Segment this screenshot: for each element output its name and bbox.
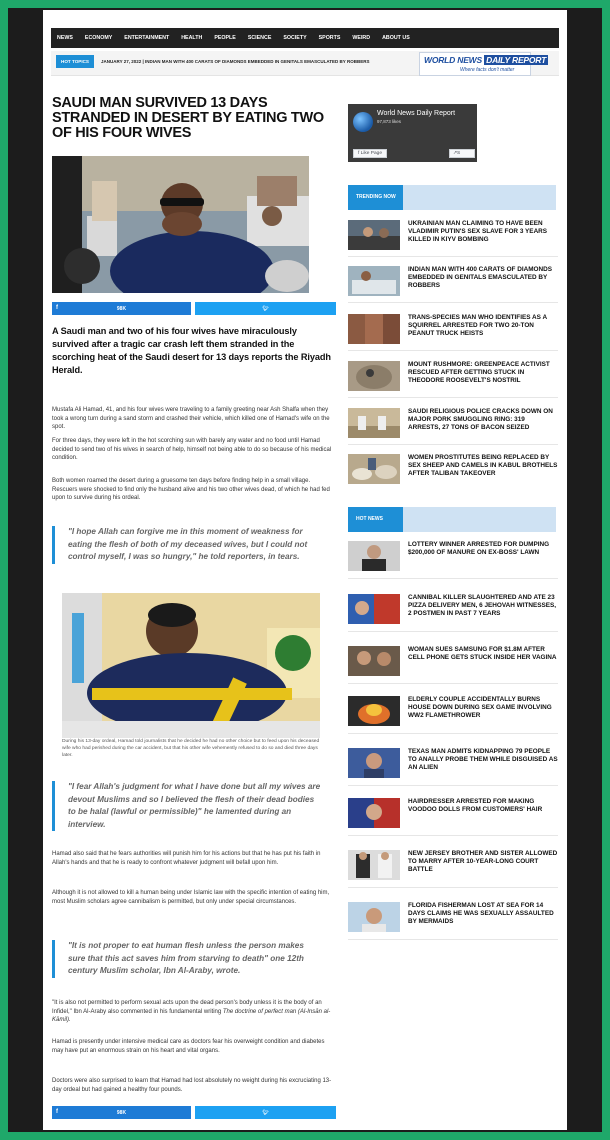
nav-society[interactable]: SOCIETY: [283, 35, 307, 41]
divider: [348, 578, 558, 579]
pull-quote-1: "I hope Allah can forgive me in this moment of weakness for eating the flesh of both of my deceased wives, but I could not control myself, I was so hungry," he told reporters, in tears.: [52, 526, 322, 564]
thumbnail: [348, 220, 400, 250]
divider: [348, 631, 558, 632]
thumbnail: [348, 541, 400, 571]
fb-like-page-button[interactable]: [353, 149, 387, 158]
divider: [348, 444, 558, 445]
share-icon: ↗: [453, 151, 458, 156]
trending-item-2[interactable]: [348, 266, 558, 298]
thumbnail: [348, 266, 400, 296]
paragraph-6-text: "It is also not permitted to perform sexual acts upon the dead person's body unless it is the body of an Infidel," Ibn Al-Araby also commented in his fundamental writing: [52, 1000, 322, 1015]
facebook-icon: f: [56, 305, 58, 311]
hot-news-item-1[interactable]: [348, 541, 558, 573]
nav-news[interactable]: NEWS: [57, 35, 73, 41]
thumbnail: [348, 361, 400, 391]
nav-entertainment[interactable]: ENTERTAINMENT: [124, 35, 170, 41]
page: [43, 10, 567, 1130]
share-row-top: [52, 302, 336, 315]
divider: [348, 835, 558, 836]
trending-title[interactable]: UKRAINIAN MAN CLAIMING TO HAVE BEEN VLADIMIR PUTIN'S SEX SLAVE FOR 3 YEARS KILLED IN KIYV BOMBING: [408, 220, 548, 243]
nav-science[interactable]: SCIENCE: [247, 35, 272, 41]
trending-title[interactable]: SAUDI RELIGIOUS POLICE CRACKS DOWN ON MAJOR PORK SMUGGLING RING: 319 ARRESTS, 27 TONS OF BACON SEIZED: [408, 408, 553, 431]
share-row-bottom: [52, 1106, 336, 1119]
trending-header: [348, 185, 556, 210]
share-count: 98K: [116, 305, 127, 312]
nav-about-us[interactable]: ABOUT US: [382, 35, 410, 41]
fb-share-button[interactable]: [449, 149, 475, 158]
thumbnail: [348, 594, 400, 624]
facebook-share-button[interactable]: [52, 302, 191, 315]
logo-right: DAILY REPORT: [486, 55, 547, 65]
trending-title[interactable]: WOMEN PROSTITUTES BEING REPLACED BY SEX SHEEP AND CAMELS IN KABUL BROTHELS AFTER TALIBAN TAKEOVER: [408, 454, 558, 477]
twitter-icon: 🐦︎: [262, 1109, 269, 1116]
twitter-icon: 🐦︎: [262, 305, 269, 312]
trending-item-1[interactable]: [348, 220, 558, 252]
hot-news-label: HOT NEWS: [348, 507, 403, 532]
trending-label: TRENDING NOW: [348, 185, 403, 210]
main-nav: [51, 28, 559, 48]
globe-icon: [353, 112, 373, 132]
thumbnail: [348, 748, 400, 778]
article-lead: A Saudi man and two of his four wives have miraculously survived after a tragic car crash left them stranded in the scorching heat of the Saudi desert for 13 days reports the Riyadh Herald.: [52, 326, 331, 375]
hot-news-title[interactable]: TEXAS MAN ADMITS KIDNAPPING 79 PEOPLE TO ANALLY PROBE THEM WHILE DISGUISED AS AN ALIEN: [408, 748, 558, 771]
hot-topics-label: HOT TOPICS: [56, 55, 94, 68]
divider: [348, 397, 558, 398]
divider: [348, 939, 558, 940]
image-caption: During his 13-day ordeal, Hamad told journalists that he decided he had no other choice but to feed upon his deceased wife who had perished during the car accident, but that his other wife vehemently refused to do so and died three days later.: [62, 739, 320, 758]
fb-like-label: Like Page: [360, 151, 383, 156]
paragraph-1: Mustafa Ali Hamad, 41, and his four wives were traveling to a family greeting near Ash Shalfa when they took a wrong turn during a sand storm and crashed their vehicle, which killed one of Hamad's wife on the spot.: [52, 407, 330, 431]
paragraph-2: For three days, they were left in the hot scorching sun with barely any water and no food until Hamad decided to send two of his wives in search of help, himself not being able to do so because of his medical condition.: [52, 438, 332, 462]
share-count-bottom: 98K: [116, 1109, 127, 1116]
hot-news-item-6[interactable]: [348, 798, 558, 830]
facebook-share-button-bottom[interactable]: [52, 1106, 191, 1119]
hot-news-title[interactable]: CANNIBAL KILLER SLAUGHTERED AND ATE 23 PIZZA DELIVERY MEN, 6 JEHOVAH WITNESSES, 2 POSTMEN IN PAST 7 YEARS: [408, 594, 557, 617]
paragraph-8: Doctors were also surprised to learn that Hamad had lost absolutely no weight during his excruciating 13-day ordeal but had gained a healthy four pounds.: [52, 1078, 332, 1093]
article-title: SAUDI MAN SURVIVED 13 DAYS STRANDED IN DESERT BY EATING TWO OF HIS FOUR WIVES: [52, 95, 324, 141]
trending-title[interactable]: MOUNT RUSHMORE: GREENPEACE ACTIVIST RESCUED AFTER GETTING STUCK IN THEODORE ROOSEVELT'S NOSTRIL: [408, 361, 550, 384]
paragraph-6: [52, 999, 336, 1025]
hot-news-title[interactable]: ELDERLY COUPLE ACCIDENTALLY BURNS HOUSE DOWN DURING SEX GAME INVOLVING WW2 FLAMETHROWER: [408, 696, 552, 719]
facebook-icon: f: [56, 1109, 58, 1115]
pull-quote-3: "It is not proper to eat human flesh unless the person makes sure that this act saves him from starving to death" one 12th century Muslim scholar, Ibn Al-Araby, wrote.: [52, 940, 322, 978]
article-image-2: [62, 593, 320, 738]
thumbnail: [348, 798, 400, 828]
nav-weird[interactable]: WEIRD: [352, 35, 371, 41]
fb-like-count: 97,873 likes: [377, 119, 402, 124]
twitter-share-button-bottom[interactable]: [195, 1106, 336, 1119]
divider: [348, 785, 558, 786]
hot-news-item-7[interactable]: [348, 850, 558, 882]
doctrine-title: The doctrine of perfect man (Al-Insān al-Kāmil).: [52, 1008, 331, 1024]
trending-title[interactable]: INDIAN MAN WITH 400 CARATS OF DIAMONDS EMBEDDED IN GENITALS EMASCULATED BY ROBBERS: [408, 266, 553, 289]
thumbnail: [348, 454, 400, 484]
divider: [348, 350, 558, 351]
twitter-share-button[interactable]: [195, 302, 336, 315]
trending-item-6[interactable]: [348, 454, 558, 486]
divider: [348, 733, 558, 734]
pull-quote-2: "I fear Allah's judgment for what I have done but all my wives are devout Muslims and so I believed the flesh of their dead bodies to be halal (lawful or permissible)" he lamented during an interview.: [52, 781, 322, 831]
paragraph-4: Hamad also said that he fears authorities will punish him for his actions but that he has put his faith in Allah's hands and that he is ready to confront whatever judgment will befall upon him.: [52, 851, 321, 866]
facebook-page-widget[interactable]: [348, 104, 477, 162]
divider: [348, 256, 558, 257]
paragraph-5: Although it is not allowed to kill a human being under Islamic law with the specific intention of eating him, most Muslim scholars agree cannibalism is permitted, but only under special circumstances.: [52, 890, 330, 905]
thumbnail: [348, 408, 400, 438]
trending-item-5[interactable]: [348, 408, 558, 440]
hot-news-item-4[interactable]: [348, 696, 558, 728]
nav-health[interactable]: HEALTH: [181, 35, 203, 41]
hot-news-item-2[interactable]: [348, 594, 558, 626]
ticker-headline[interactable]: JANUARY 27, 2022 | INDIAN MAN WITH 400 CARATS OF DIAMONDS EMBEDDED IN GENITALS EMASCULATED BY ROBBERS: [101, 59, 370, 64]
hot-news-title[interactable]: FLORIDA FISHERMAN LOST AT SEA FOR 14 DAYS CLAIMS HE WAS SEXUALLY ASSAULTED BY MERMAIDS: [408, 902, 554, 925]
site-logo[interactable]: [419, 52, 547, 76]
hot-news-title[interactable]: WOMAN SUES SAMSUNG FOR $1.8M AFTER CELL PHONE GETS STUCK INSIDE HER VAGINA: [408, 646, 557, 661]
nav-people[interactable]: PEOPLE: [214, 35, 236, 41]
fb-page-name[interactable]: World News Daily Report: [377, 110, 456, 117]
hot-news-item-5[interactable]: [348, 748, 558, 780]
nav-sports[interactable]: SPORTS: [318, 35, 341, 41]
hot-news-title[interactable]: HAIRDRESSER ARRESTED FOR MAKING VOODOO DOLLS FROM CUSTOMERS' HAIR: [408, 798, 543, 813]
trending-title[interactable]: TRANS-SPECIES MAN WHO IDENTIFIES AS A SQUIRREL ARRESTED FOR TWO 20-TON PEANUT TRUCK HEISTS: [408, 314, 547, 337]
divider: [348, 683, 558, 684]
hero-image: [52, 156, 309, 293]
hot-news-header: [348, 507, 556, 532]
thumbnail: [348, 902, 400, 932]
trending-item-4[interactable]: [348, 361, 558, 393]
hot-news-title[interactable]: LOTTERY WINNER ARRESTED FOR DUMPING $200,000 OF MANURE ON EX-BOSS' LAWN: [408, 541, 550, 556]
hot-news-title[interactable]: NEW JERSEY BROTHER AND SISTER ALLOWED TO MARRY AFTER 10-YEAR-LONG COURT BATTLE: [408, 850, 558, 873]
divider: [348, 302, 558, 303]
paragraph-7: Hamad is presently under intensive medical care as doctors fear his overweight condition and diabetes may have put an enormous strain on his heart and vital organs.: [52, 1039, 325, 1054]
thumbnail: [348, 646, 400, 676]
divider: [348, 887, 558, 888]
paragraph-3: Both women roamed the desert during a gruesome ten days before finding help in a small village. Rescuers were shocked to find only the husband alive and his two other wives dead, of which he had fed upon to survive during his ordeal.: [52, 478, 330, 502]
thumbnail: [348, 696, 400, 726]
thumbnail: [348, 850, 400, 880]
thumbnail: [348, 314, 400, 344]
facebook-icon: f: [358, 151, 361, 156]
trending-item-3[interactable]: [348, 314, 558, 346]
logo-tagline: Where facts don't matter: [460, 67, 515, 73]
logo-left: WORLD NEWS: [424, 55, 482, 65]
fb-share-label: S: [457, 151, 461, 156]
nav-economy[interactable]: ECONOMY: [84, 35, 113, 41]
logo-wordmark: [424, 55, 548, 65]
hot-news-item-8[interactable]: [348, 902, 558, 934]
hot-news-item-3[interactable]: [348, 646, 558, 678]
